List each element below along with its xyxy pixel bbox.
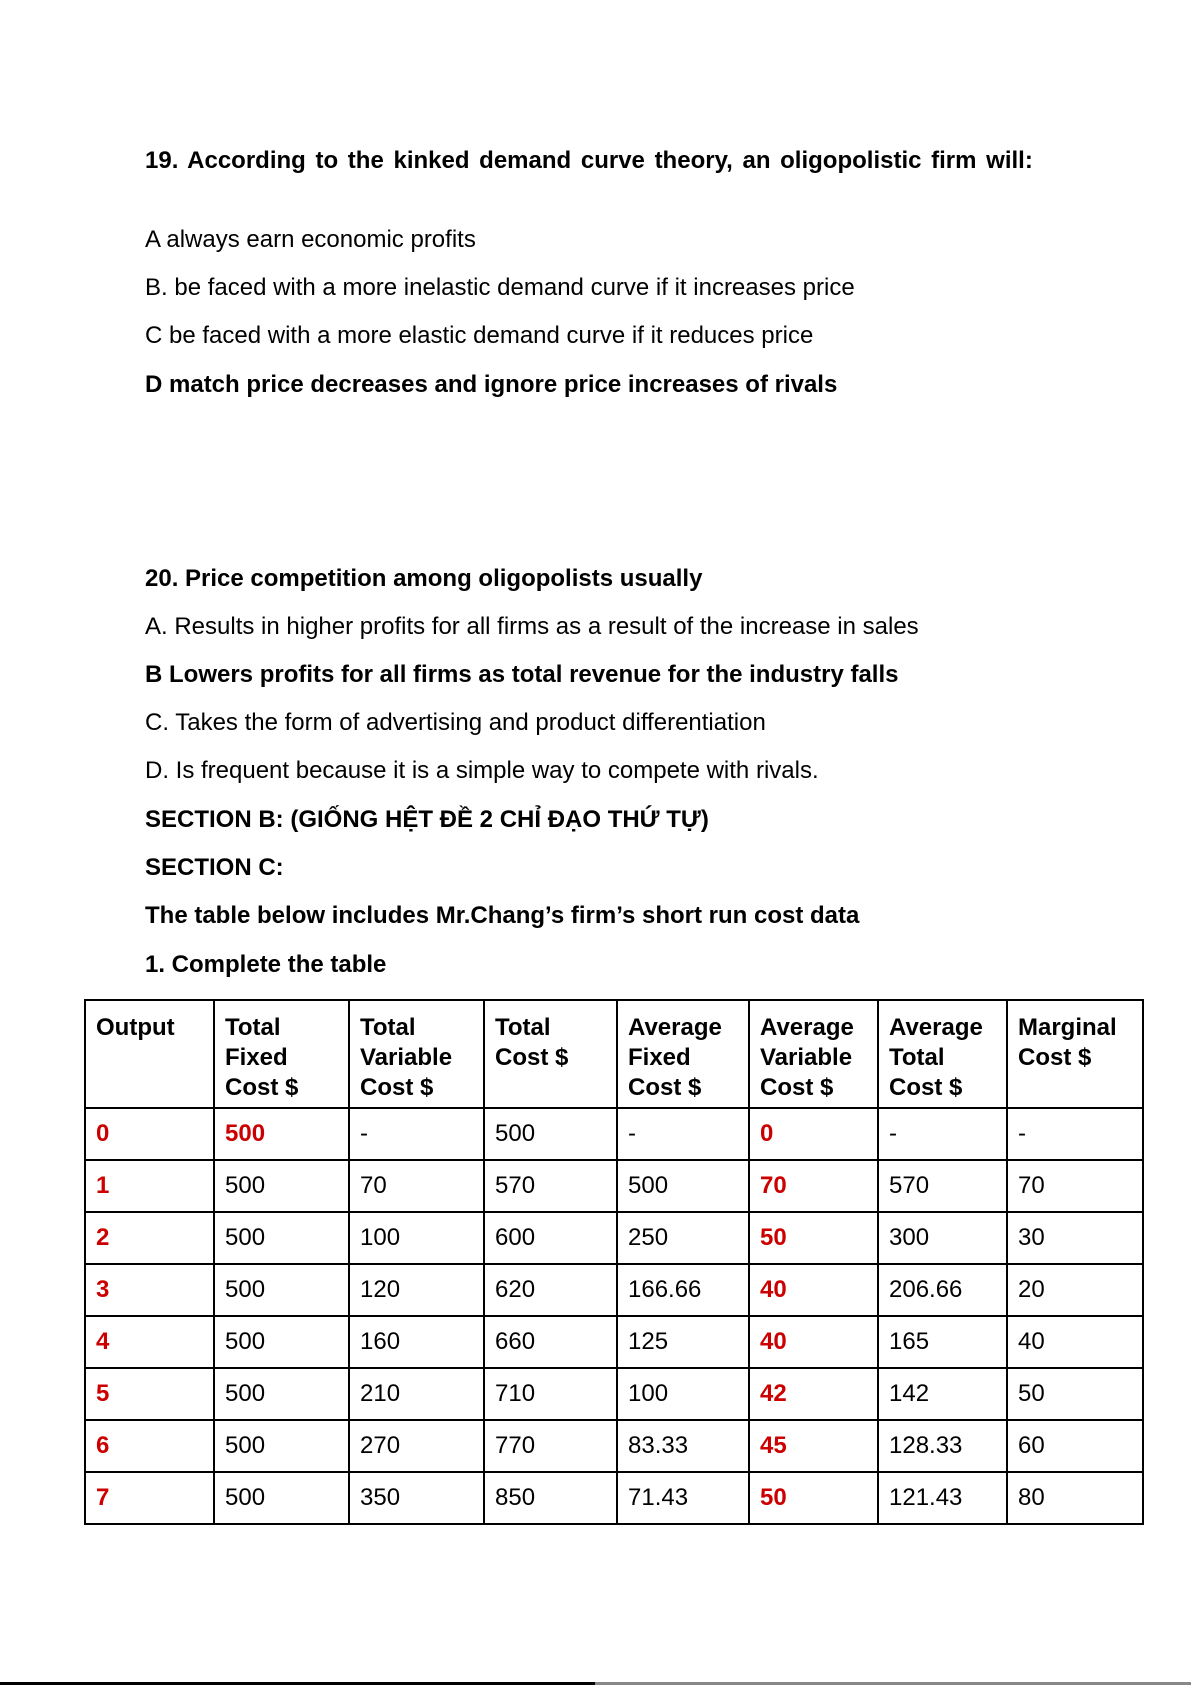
table-cell: 710 [484,1368,617,1420]
section-b-heading: SECTION B: (GIỐNG HỆT ĐỀ 2 CHỈ ĐẠO THỨ TỰ) [145,806,709,833]
table-cell: 6 [85,1420,214,1472]
table-cell: 500 [214,1160,349,1212]
table-cell: 45 [749,1420,878,1472]
table-cell: 5 [85,1368,214,1420]
question-19-option-b: B. be faced with a more inelastic demand curve if it increases price [145,274,855,301]
column-header [484,1000,617,1108]
table-cell: 500 [214,1368,349,1420]
table-cell: 1 [85,1160,214,1212]
table-body [85,1108,1143,1524]
table-cell: 70 [349,1160,484,1212]
table-cell: 40 [1007,1316,1143,1368]
table-cell: 7 [85,1472,214,1524]
table-cell: 250 [617,1212,749,1264]
table-cell: 3 [85,1264,214,1316]
table-cell: 570 [484,1160,617,1212]
question-19-stem: 19. According to the kinked demand curve theory, an oligopolistic firm will: [145,147,1033,174]
column-header [749,1000,878,1108]
table-cell: 120 [349,1264,484,1316]
table-cell: 500 [214,1212,349,1264]
column-header-line: Marginal [1018,1014,1117,1041]
question-20-option-b-answer: B Lowers profits for all firms as total revenue for the industry falls [145,661,899,688]
table-cell: 0 [85,1108,214,1160]
column-header-line: Variable [760,1044,853,1071]
column-header-line: Total [495,1014,551,1041]
column-header-line: Cost $ [225,1074,299,1101]
table-cell: - [617,1108,749,1160]
table-cell: 50 [749,1472,878,1524]
table-row [85,1420,1143,1472]
table-row [85,1108,1143,1160]
question-19-option-a: A always earn economic profits [145,226,476,253]
table-row [85,1316,1143,1368]
table-cell: 30 [1007,1212,1143,1264]
column-header-line: Average [760,1014,854,1041]
column-header-line: Cost $ [889,1074,963,1101]
column-header-line: Cost $ [495,1044,569,1071]
table-cell: 500 [214,1316,349,1368]
column-header [214,1000,349,1108]
column-header-line: Total [225,1014,281,1041]
table-cell: 210 [349,1368,484,1420]
table-row [85,1264,1143,1316]
table-cell: 770 [484,1420,617,1472]
question-19-option-c: C be faced with a more elastic demand curve if it reduces price [145,322,814,349]
table-cell: 500 [617,1160,749,1212]
column-header [349,1000,484,1108]
column-header [617,1000,749,1108]
table-row [85,1368,1143,1420]
table-cell: 206.66 [878,1264,1007,1316]
table-cell: - [1007,1108,1143,1160]
table-cell: 850 [484,1472,617,1524]
table-intro: The table below includes Mr.Chang’s firm’s short run cost data [145,902,860,929]
table-cell: 660 [484,1316,617,1368]
table-cell: 160 [349,1316,484,1368]
table-cell: 300 [878,1212,1007,1264]
table-cell: 500 [214,1472,349,1524]
table-cell: 121.43 [878,1472,1007,1524]
question-20-option-c: C. Takes the form of advertising and product differentiation [145,709,766,736]
table-cell: 100 [617,1368,749,1420]
table-cell: 2 [85,1212,214,1264]
table-cell: 142 [878,1368,1007,1420]
column-header-line: Cost $ [628,1074,702,1101]
table-cell: 50 [1007,1368,1143,1420]
column-header-line: Cost $ [1018,1044,1092,1071]
task-heading: 1. Complete the table [145,951,387,978]
table-row [85,1212,1143,1264]
column-header-line: Fixed [225,1044,288,1071]
question-20-option-d: D. Is frequent because it is a simple way to compete with rivals. [145,757,819,784]
table-cell: 71.43 [617,1472,749,1524]
question-20-stem: 20. Price competition among oligopolists usually [145,565,703,592]
column-header [1007,1000,1143,1108]
column-header-line: Total [360,1014,416,1041]
table-cell: 128.33 [878,1420,1007,1472]
table-cell: 50 [749,1212,878,1264]
table-row [85,1472,1143,1524]
column-header-line: Variable [360,1044,453,1071]
table-cell: 165 [878,1316,1007,1368]
table-cell: - [349,1108,484,1160]
table-cell: 620 [484,1264,617,1316]
table-cell: 100 [349,1212,484,1264]
table-row [85,1160,1143,1212]
table-cell: 500 [214,1264,349,1316]
column-header-line: Cost $ [360,1074,434,1101]
table-cell: 500 [214,1108,349,1160]
question-20-option-a: A. Results in higher profits for all firms as a result of the increase in sales [145,613,919,640]
table-cell: 600 [484,1212,617,1264]
table-cell: 4 [85,1316,214,1368]
table-cell: 70 [749,1160,878,1212]
table-header-row [85,1000,1143,1108]
cost-table [84,999,1144,1525]
table-cell: 570 [878,1160,1007,1212]
question-19-option-d-answer: D match price decreases and ignore price increases of rivals [145,371,838,398]
table-cell: 42 [749,1368,878,1420]
table-cell: 350 [349,1472,484,1524]
table-cell: 500 [484,1108,617,1160]
table-cell: 40 [749,1264,878,1316]
table-cell: 70 [1007,1160,1143,1212]
table-cell: 20 [1007,1264,1143,1316]
column-header [878,1000,1007,1108]
table-cell: 125 [617,1316,749,1368]
table-cell: 500 [214,1420,349,1472]
column-header [85,1000,214,1108]
table-cell: 80 [1007,1472,1143,1524]
table-cell: 166.66 [617,1264,749,1316]
column-header-line: Total [889,1044,945,1071]
section-c-heading: SECTION C: [145,854,284,881]
table-cell: 83.33 [617,1420,749,1472]
column-header-line: Average [889,1014,983,1041]
table-cell: 60 [1007,1420,1143,1472]
table-cell: 270 [349,1420,484,1472]
column-header-line: Output [96,1014,175,1041]
column-header-line: Fixed [628,1044,691,1071]
table-cell: - [878,1108,1007,1160]
column-header-line: Cost $ [760,1074,834,1101]
table-cell: 0 [749,1108,878,1160]
column-header-line: Average [628,1014,722,1041]
table-cell: 40 [749,1316,878,1368]
